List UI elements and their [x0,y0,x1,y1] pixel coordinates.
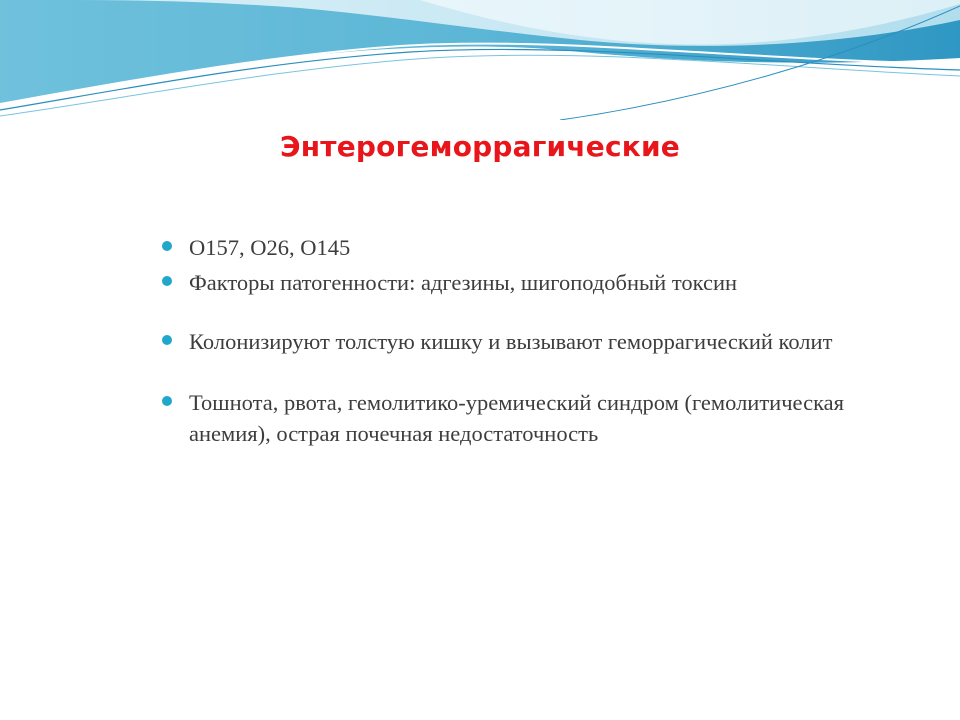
bullet-item [160,267,860,298]
bullet-dot-icon [162,335,172,345]
bullet-dot-icon [162,276,172,286]
bullet-dot-icon [162,396,172,406]
bullet-item [160,232,860,263]
bullet-item [160,387,860,449]
bullet-dot-icon [162,241,172,251]
bullet-item [160,326,860,357]
slide-title: Энтерогеморрагические [280,130,680,163]
bullet-text: O157, O26, O145 [189,235,351,260]
bullet-list [160,232,860,449]
bullet-text: Тошнота, рвота, гемолитико-уремический синдром (гемолитическая анемия), острая почечная недостаточность [189,390,844,446]
bullet-text: Колонизируют толстую кишку и вызывают геморрагический колит [189,329,833,354]
wave-header-decoration [0,0,960,120]
bullet-text: Факторы патогенности: адгезины, шигоподобный токсин [189,270,738,295]
